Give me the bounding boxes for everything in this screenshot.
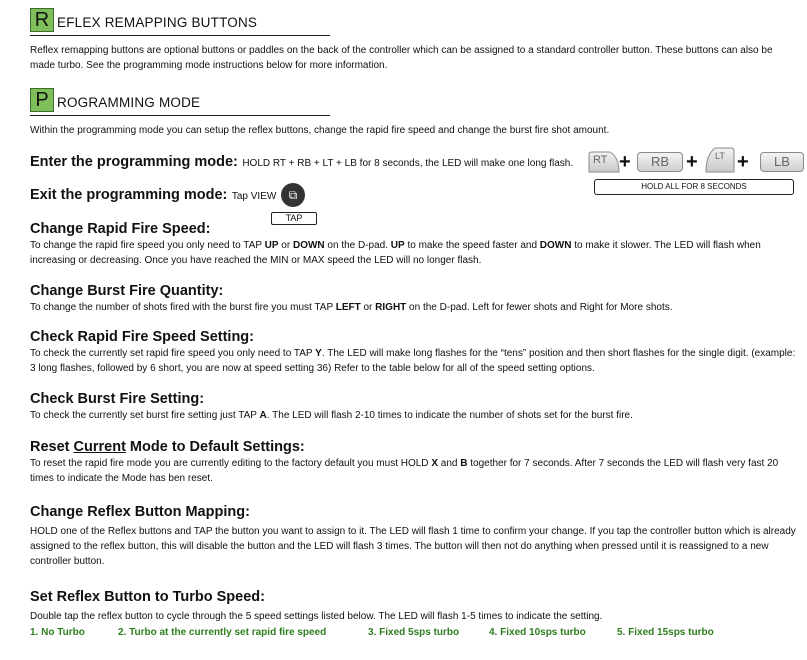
- turbo-title: Set Reflex Button to Turbo Speed:: [30, 589, 265, 605]
- check-burst-desc: To check the currently set burst fire setting just TAP A. The LED will flash 2-10 times to indicate the number of shots set for the burst fire.: [30, 410, 633, 421]
- rapid-fire-title: Change Rapid Fire Speed:: [30, 221, 211, 237]
- turbo-option-2: 2. Turbo at the currently set rapid fire speed: [118, 627, 327, 638]
- divider: [30, 115, 330, 116]
- reset-title: Reset Current Mode to Default Settings:: [30, 439, 305, 455]
- section-title: EFLEX REMAPPING BUTTONS: [57, 14, 258, 30]
- plus-icon: +: [619, 151, 631, 173]
- tap-label: TAP: [271, 212, 317, 225]
- section-header-reflex: [30, 8, 257, 32]
- rb-button-icon: RB: [637, 152, 683, 172]
- programming-intro: Within the programming mode you can setup the reflex buttons, change the rapid fire speed and change the burst fire shot amount.: [30, 125, 610, 136]
- section-letter: P: [30, 88, 54, 112]
- rt-button-icon: [588, 151, 620, 173]
- lb-button-icon: LB: [760, 152, 804, 172]
- enter-mode-title: Enter the programming mode:: [30, 154, 238, 170]
- exit-mode-desc: Tap VIEW: [231, 191, 277, 202]
- plus-icon: +: [686, 151, 698, 173]
- section-title: ROGRAMMING MODE: [57, 94, 201, 110]
- section-header-programming: [30, 88, 200, 112]
- turbo-option-1: 1. No Turbo: [30, 627, 85, 638]
- reflex-intro: Reflex remapping buttons are optional buttons or paddles on the back of the controller which can be assigned to a standard controller button. These buttons can also be made turbo. See the programming mode instructions below for more information.: [30, 45, 773, 71]
- burst-fire-desc: To change the number of shots fired with the burst fire you must TAP LEFT or RIGHT on the D-pad. Left for fewer shots and Right for More shots.: [30, 302, 673, 313]
- reset-desc: To reset the rapid fire mode you are currently editing to the factory default you must HOLD X and B together for 7 seconds. After 7 seconds the LED will flash very fast 20 times to indicate the Mode has ben reset.: [30, 458, 779, 484]
- view-button-icon: ⧉: [281, 183, 305, 207]
- rapid-fire-desc: To change the rapid fire speed you only need to TAP UP or DOWN on the D-pad. UP to make the speed faster and DOWN to make it slower. The LED will flash when increasing or decreasing. Once you have reached the MIN or MAX speed the LED will no longer flash.: [30, 240, 761, 266]
- plus-icon: +: [737, 151, 749, 173]
- check-burst-title: Check Burst Fire Setting:: [30, 391, 205, 407]
- exit-mode-title: Exit the programming mode:: [30, 187, 228, 203]
- enter-mode-line: [30, 153, 590, 171]
- check-rapid-desc: To check the currently set rapid fire speed you only need to TAP Y. The LED will make long flashes for the “tens” position and then short flashes for the single digit. (example: 3 long flashes, followed by 6 short, you are now at speed setting 36) Refer to the table below for all of the speed setting options.: [30, 348, 796, 374]
- turbo-option-4: 4. Fixed 10sps turbo: [489, 627, 586, 638]
- burst-fire-title: Change Burst Fire Quantity:: [30, 283, 224, 299]
- turbo-option-5: 5. Fixed 15sps turbo: [617, 627, 714, 638]
- remap-desc: HOLD one of the Reflex buttons and TAP the button you want to assign to it. The LED will flash 1 time to confirm your change. If you tap the controller button which is already assigned to the reflex button, this will disable the button and the LED will flash 3 times. The button will then not do anything when pressed until it is reassigned to a new controller button.: [30, 526, 796, 567]
- remap-title: Change Reflex Button Mapping:: [30, 504, 250, 520]
- turbo-option-3: 3. Fixed 5sps turbo: [368, 627, 460, 638]
- enter-mode-desc: HOLD RT + RB + LT + LB for 8 seconds, the LED will make one long flash.: [242, 158, 574, 169]
- lt-label: LT: [715, 151, 725, 161]
- turbo-desc: Double tap the reflex button to cycle through the 5 speed settings listed below. The LED will flash 1-5 times to indicate the setting.: [30, 611, 603, 622]
- divider: [30, 35, 330, 36]
- hold-note: HOLD ALL FOR 8 SECONDS: [594, 179, 794, 195]
- check-rapid-title: Check Rapid Fire Speed Setting:: [30, 329, 254, 345]
- rt-label: RT: [593, 154, 608, 166]
- section-letter: R: [30, 8, 54, 32]
- exit-mode-line: [30, 186, 276, 204]
- lt-button-icon: [705, 147, 735, 173]
